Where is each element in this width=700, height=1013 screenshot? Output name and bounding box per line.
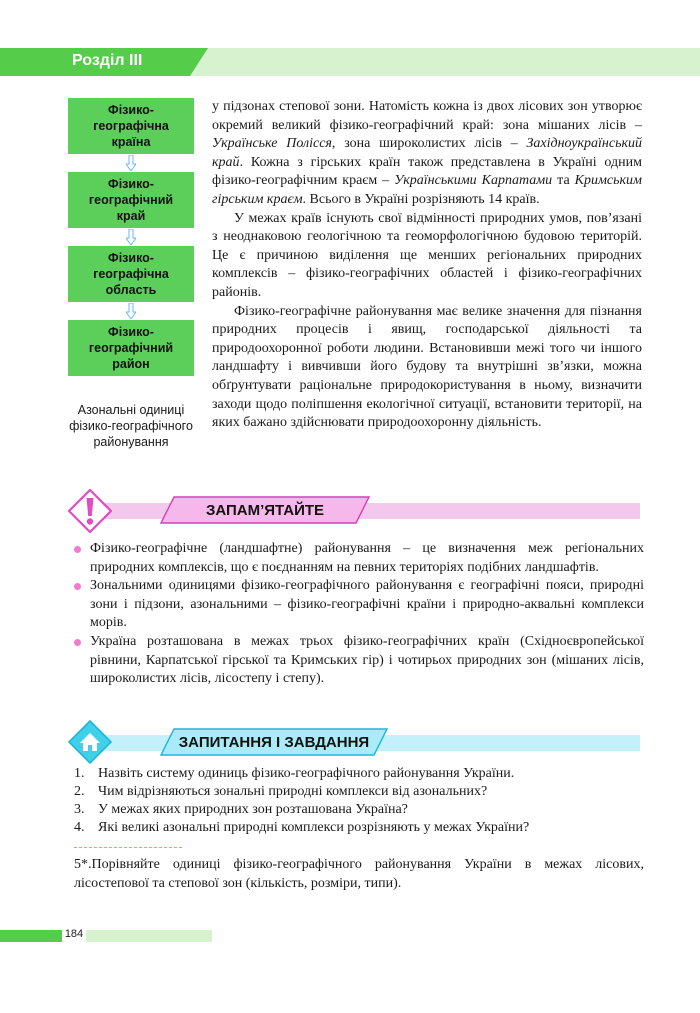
question-text: Чим відрізняються зональні природні комплекси від азональних? [98, 784, 488, 799]
list-item-text: Фізико-географічне (ландшафтне) районування – це визначення меж регіональних природних комплексів, що є поєднанням на певних територіях подібних ландшафтів. [90, 541, 644, 575]
list-item [74, 577, 644, 633]
remember-list [74, 540, 644, 689]
diagram-box-label: Фізико-географічний край [88, 177, 174, 223]
italic-term: Українське Полісся [212, 136, 332, 152]
diagram-caption: Азональні одиниці фізико-географічного районування [69, 403, 193, 449]
list-item-text: Зональними одиницями фізико-географічного районування є географічні пояси, природні зони і підзони, азональними – фізико-географічні країни і природно-аквальні комплекси морів. [90, 578, 644, 631]
question-item [74, 801, 644, 819]
italic-term: Кримським гірським краєм [212, 173, 642, 207]
text-run: та [552, 173, 575, 189]
paragraph-3: Фізико-географічне районування має велике значення для пізнання природних процесів і явищ, господарської діяльності та природоохоронної роботи людини. Встановивши межі того чи іншого ландшафту і вивчивши його будову та внутрішні зв’язки, можна обґрунтувати раціональне природокористування в ньому, визначити заходи щодо поліпшення екологічної ситуації, встановити території, на яких бажано здійснювати природоохоронну діяльність. [212, 303, 642, 431]
bullet-dot [74, 583, 81, 590]
diagram-box-label: Фізико-географічна область [93, 251, 169, 297]
arrow-down-icon [126, 229, 136, 245]
question-text: Які великі азональні природні комплекси розрізняють у межах України? [98, 820, 530, 835]
dashed-divider [74, 847, 182, 848]
list-item [74, 540, 644, 577]
questions-title: ЗАПИТАННЯ І ЗАВДАННЯ [178, 733, 370, 751]
text-run: . Всього в Україні розрізняють 14 країв. [302, 191, 540, 207]
task-number: 5*. [74, 857, 92, 872]
bullet-dot [74, 546, 81, 553]
bullet-dot [74, 639, 81, 646]
task-5 [74, 856, 644, 893]
list-item [74, 633, 644, 689]
header-tab-left [0, 48, 60, 76]
list-item-text: Україна розташована в межах трьох фізико-географічних країн (Східноєвропейської рівнини, Карпатської гірської та Кримських гір) і чотирьох природних зон (мішаних лісів, широколистих лісів, лісостепу і степу). [90, 633, 644, 687]
italic-term: Українськими Карпатами [394, 173, 553, 189]
task-text: Порівняйте одиниці фізико-географічного районування України в межах лісових, лісостепової та степової зон (кількість, розміри, типи). [74, 857, 644, 891]
exclamation-icon [68, 489, 112, 533]
footer-band-left [0, 930, 62, 942]
question-item [74, 765, 644, 783]
arrow-down-icon [126, 155, 136, 171]
text-run: у підзонах степової зони. Натомість кожна із двох лісових зон утворює окремий великий фізико-географічний край: зона мішаних лісів – [212, 99, 642, 133]
diagram-box-country [68, 98, 194, 154]
text-run: , зона широколистих лісів – [331, 136, 527, 152]
question-number: 1. [74, 766, 85, 781]
italic-term: Західноукраїнський край [212, 136, 642, 170]
diagram-box-label: Фізико-географічний район [88, 325, 174, 371]
section-title: Розділ ІІІ [72, 52, 143, 69]
diagram-box-region [68, 172, 194, 228]
question-text: У межах яких природних зон розташована Україна? [98, 802, 408, 817]
paragraph-1 [212, 98, 642, 210]
question-number: 2. [74, 784, 85, 799]
arrow-down-icon [126, 303, 136, 319]
question-number: 3. [74, 802, 85, 817]
diagram-box-label: Фізико-географічна країна [93, 103, 169, 149]
paragraph-2: У межах країв існують свої відмінності природних умов, пов’язані з неоднаковою геологічною та геоморфологічною будовою територій. Це є причиною виділення ще менших регіональних природних комплексів – фізико-географічних областей і фізико-географічних районів. [212, 210, 642, 300]
diagram-box-district [68, 320, 194, 376]
question-text: Назвіть систему одиниць фізико-географічного районування України. [98, 766, 515, 781]
footer-band-right [86, 930, 212, 942]
house-icon [68, 720, 112, 764]
page-number: 184 [64, 928, 84, 940]
main-text [212, 98, 642, 433]
questions-list [74, 765, 644, 837]
question-item [74, 783, 644, 801]
question-item [74, 819, 644, 837]
diagram-box-area [68, 246, 194, 302]
question-number: 4. [74, 820, 85, 835]
text-run: . Кожна з гірських країн також представлена в Україні одним фізико-географічним краєм – [212, 154, 642, 189]
remember-title: ЗАПАМ’ЯТАЙТЕ [205, 501, 325, 519]
